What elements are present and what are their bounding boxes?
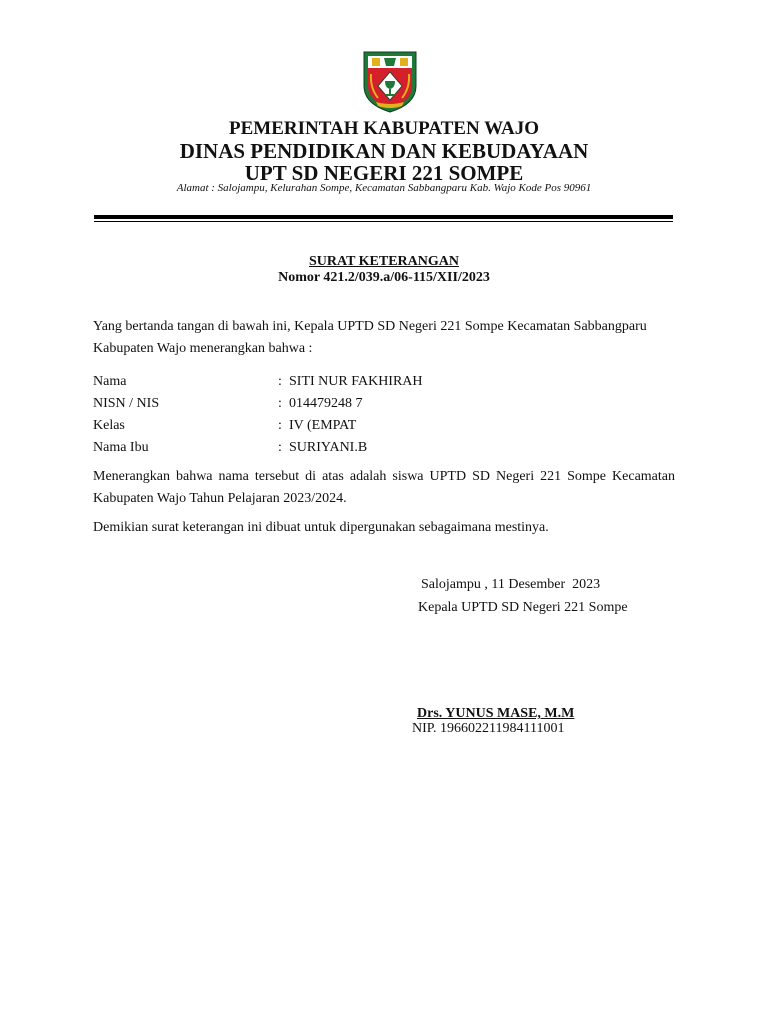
field-colon: :: [278, 396, 282, 411]
header-school: UPT SD NEGERI 221 SOMPE: [244, 161, 524, 185]
regency-emblem-icon: [358, 46, 422, 114]
field-colon: :: [278, 440, 282, 455]
field-label: NISN / NIS: [93, 396, 160, 411]
header-government: PEMERINTAH KABUPATEN WAJO: [228, 118, 539, 139]
intro-paragraph: Yang bertanda tangan di bawah ini, Kepala UPTD SD Negeri 221 Sompe Kecamatan Sabbangparu Kabupaten Wajo menerangkan bahwa :: [93, 319, 647, 356]
field-value: SITI NUR FAKHIRAH: [289, 374, 423, 389]
signature-nip: NIP. 196602211984111001: [412, 721, 565, 736]
field-label: Nama: [93, 374, 127, 389]
field-value: IV (EMPAT: [289, 418, 357, 433]
header-divider-thick: [94, 215, 673, 219]
field-label: Kelas: [93, 418, 125, 433]
signature-name: Drs. YUNUS MASE, M.M: [417, 706, 575, 721]
signature-place-date: Salojampu , 11 Desember 2023: [421, 577, 601, 592]
header-divider-thin: [94, 221, 673, 222]
header-department: DINAS PENDIDIKAN DAN KEBUDAYAAN: [179, 139, 589, 163]
closing-paragraph: Demikian surat keterangan ini dibuat untuk dipergunakan sebagaimana mestinya.: [93, 520, 549, 535]
letter-title: SURAT KETERANGAN: [308, 254, 459, 269]
letter-number: Nomor 421.2/039.a/06-115/XII/2023: [278, 270, 490, 285]
header-address: Alamat : Salojampu, Kelurahan Sompe, Kecamatan Sabbangparu Kab. Wajo Kode Pos 90961: [176, 182, 592, 194]
signature-position: Kepala UPTD SD Negeri 221 Sompe: [418, 600, 628, 615]
field-colon: :: [278, 374, 282, 389]
statement-paragraph: Menerangkan bahwa nama tersebut di atas adalah siswa UPTD SD Negeri 221 Sompe Kecamatan Kabupaten Wajo Tahun Pelajaran 2023/2024.: [93, 469, 675, 506]
field-colon: :: [278, 418, 282, 433]
field-value: 014479248 7: [289, 396, 363, 411]
field-value: SURIYANI.B: [289, 440, 368, 455]
field-label: Nama Ibu: [93, 440, 149, 455]
